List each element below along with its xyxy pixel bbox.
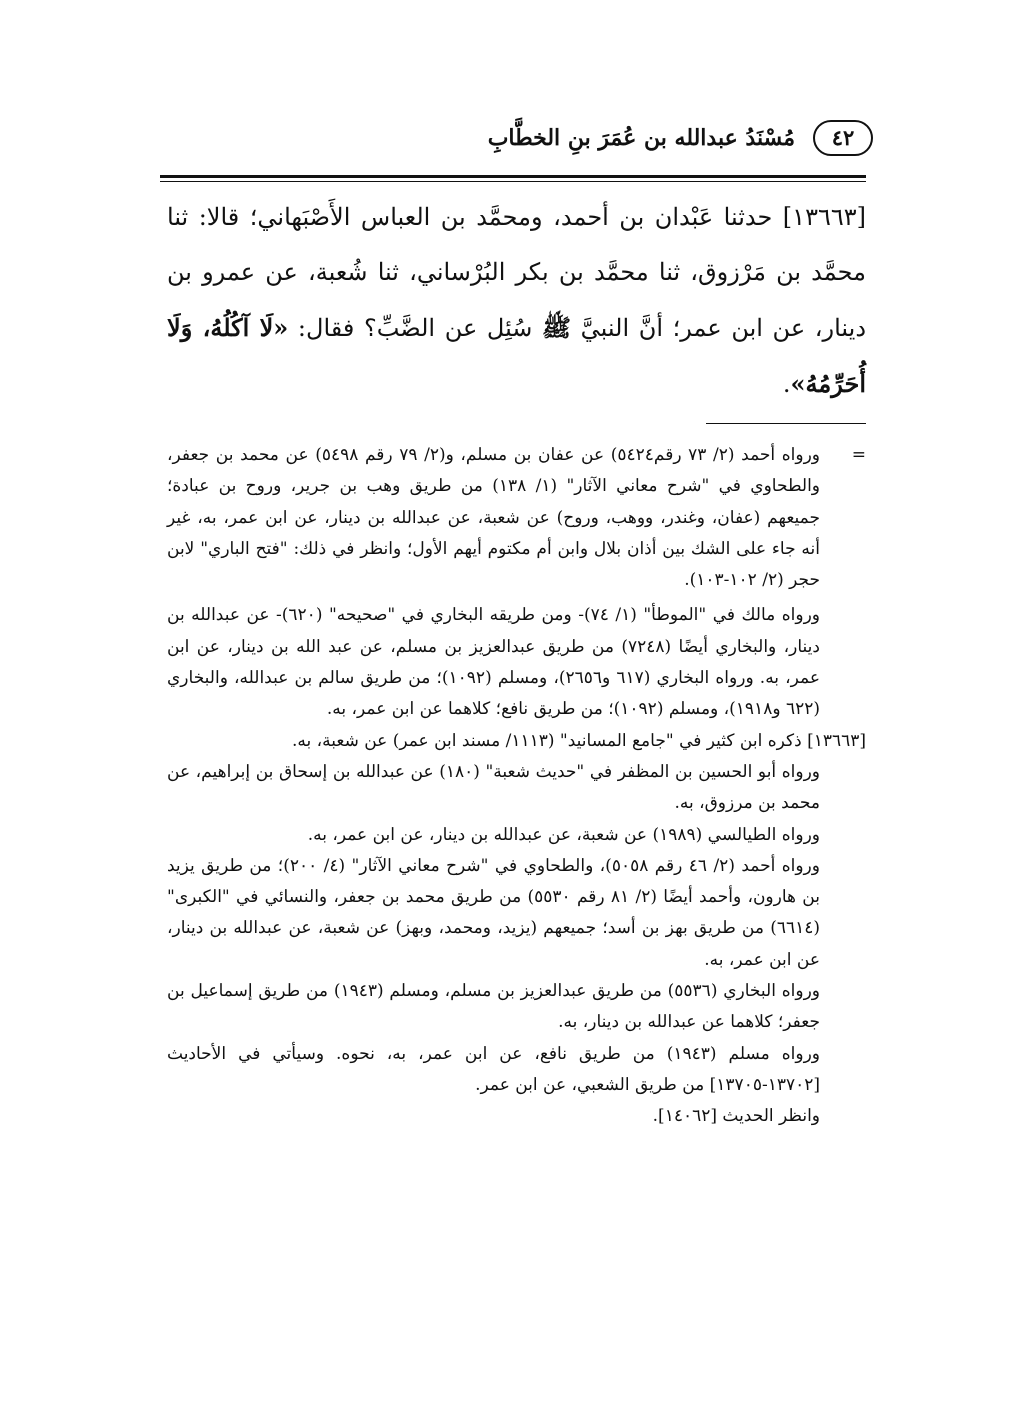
footnote-line: ورواه الطيالسي (١٩٨٩) عن شعبة، عن عبدالله بن دينار، عن ابن عمر، به. (307, 824, 820, 845)
running-title: مُسْنَدُ عبدالله بن عُمَرَ بنِ الخطَّابِ (487, 125, 795, 151)
footnote-note-head: [١٣٦٦٣] ذكره ابن كثير في "جامع المسانيد" (١١١٣/ مسند ابن عمر) عن شعبة، به. (291, 730, 866, 751)
hadith-text (167, 190, 866, 412)
footnotes (167, 440, 866, 1133)
footnote-line: وانظر الحديث [١٤٠٦٢]. (652, 1106, 820, 1127)
footnote-paragraph: ورواه مالك في "الموطأ" (١/ ٧٤)- ومن طريقه البخاري في "صحيحه" (٦٢٠)- عن عبدالله بن دينار، والبخاري أيضًا (٧٢٤٨) من طريق عبدالعزيز بن مسلم، عن عبد الله بن دينار، عن ابن عمر، به. ورواه البخاري (٦١٧ و٢٦٥٦)، ومسلم (١٠٩٢)؛ من طريق سالم بن عبدالله، والبخاري (٦٢٢ و١٩١٨)، ومسلم (١٠٩٢)؛ من طريق نافع؛ كلاهما عن ابن عمر، به. (167, 605, 821, 720)
hadith-end: . (782, 370, 791, 398)
footnote-line: ورواه البخاري (٥٥٣٦) من طريق عبدالعزيز بن مسلم، ومسلم (١٩٤٣) من طريق إسماعيل بن جعفر؛ كلاهما عن عبدالله بن دينار، به. (167, 981, 820, 1033)
page-number: ٤٢ (813, 120, 873, 156)
footnote-separator (706, 423, 866, 424)
page-header (167, 118, 873, 168)
hadith-chain: [١٣٦٦٣] حدثنا عَبْدان بن أحمد، ومحمَّد بن العباس الأَصْبَهاني؛ قالا: ثنا محمَّد بن مَرْزوق، ثنا محمَّد بن بكر البُرْساني، ثنا شُعبة، عن عمرو بن دينار، عن ابن عمر؛ أنَّ النبيَّ (167, 203, 867, 342)
header-rule-thin (160, 181, 866, 182)
footnote-line: ورواه مسلم (١٩٤٣) من طريق نافع، عن ابن عمر، به، نحوه. وسيأتي في الأحاديث [١٣٧٠٢-١٣٧٠٥] من طريق الشعبي، عن ابن عمر. (167, 1043, 820, 1095)
header-rule-thick (160, 175, 866, 178)
continuation-text: ورواه أحمد (٢/ ٧٣ رقم٥٤٢٤) عن عفان بن مسلم، و(٢/ ٧٩ رقم ٥٤٩٨) عن محمد بن جعفر، والطحاوي في "شرح معاني الآثار" (١/ ١٣٨) من طريق وهب بن جرير، وروح بن عبادة؛ جميعهم (عفان، وغندر، ووهب، وروح) عن شعبة، عن عبدالله بن دينار، عن ابن عمر، به، غير أنه جاء على الشك بين أذان بلال وابن أم مكتوم أيهم الأول؛ وانظر في ذلك: "فتح الباري" لابن حجر (٢/ ١٠٢-١٠٣). (167, 445, 820, 591)
hadith-question: سُئِل عن الضَّبِّ؟ فقال: (297, 314, 533, 342)
hadith-quote: «لَا آكُلُهُ، وَلَا أُحَرِّمُهُ» (167, 313, 866, 398)
hadith-paragraph (167, 190, 866, 412)
salutation-glyph: ﷺ (542, 313, 572, 342)
footnote-line: ورواه أحمد (٢/ ٤٦ رقم ٥٠٥٨)، والطحاوي في "شرح معاني الآثار" (٤/ ٢٠٠)؛ من طريق يزيد بن هارون، وأحمد أيضًا (٢/ ٨١ رقم ٥٥٣٠) من طريق محمد بن جعفر، والنسائي في "الكبرى" (٦٦١٤) من طريق بهز بن أسد؛ جميعهم (يزيد، ومحمد، وبهز) عن شعبة، عن عبدالله بن دينار، عن ابن عمر، به. (167, 855, 821, 970)
continuation-marker: = (851, 445, 866, 465)
footnote-line: ورواه أبو الحسين بن المظفر في "حديث شعبة" (١٨٠) عن عبدالله بن إسحاق بن إبراهيم، عن محمد بن مرزوق، به. (167, 761, 821, 814)
footnote-continuation (167, 440, 866, 596)
